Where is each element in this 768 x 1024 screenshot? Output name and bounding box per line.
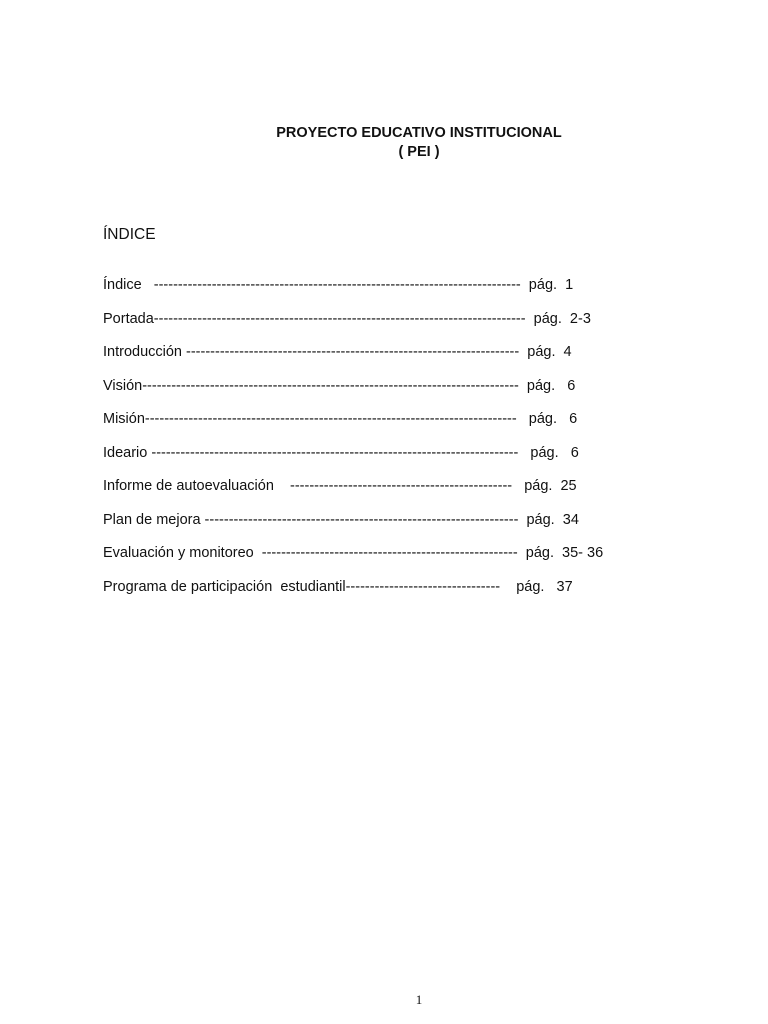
page-number: 1 [415, 992, 423, 1007]
toc-entry-evaluacion-monitoreo: Evaluación y monitoreo ----------------------------------------------------- pág. 35- 36 [103, 545, 604, 561]
toc-entry-vision: Visión------------------------------------------------------------------------------ pág. 6 [103, 377, 576, 394]
table-of-contents [103, 276, 603, 611]
document-title: PROYECTO EDUCATIVO INSTITUCIONAL [276, 125, 562, 141]
toc-entry-mision: Misión----------------------------------------------------------------------------- pág. 6 [103, 411, 578, 427]
toc-entry-ideario: Ideario ---------------------------------------------------------------------------- pág. 6 [103, 444, 579, 461]
index-heading: ÍNDICE [103, 226, 156, 243]
document-subtitle: ( PEI ) [398, 144, 440, 160]
toc-entry-introduccion: Introducción --------------------------------------------------------------------- pág. 4 [103, 344, 572, 360]
toc-entry-indice: Índice ---------------------------------------------------------------------------- pág. 1 [103, 277, 574, 293]
toc-entry-portada: Portada----------------------------------------------------------------------------- pág. 2-3 [103, 310, 591, 327]
toc-entry-plan-mejora: Plan de mejora ----------------------------------------------------------------- pág. 34 [103, 511, 579, 528]
toc-entry-programa-participacion: Programa de participación estudiantil-------------------------------- pág. 37 [103, 578, 573, 595]
toc-entry-informe-autoevaluacion: Informe de autoevaluación ---------------------------------------------- pág. 25 [103, 478, 577, 494]
